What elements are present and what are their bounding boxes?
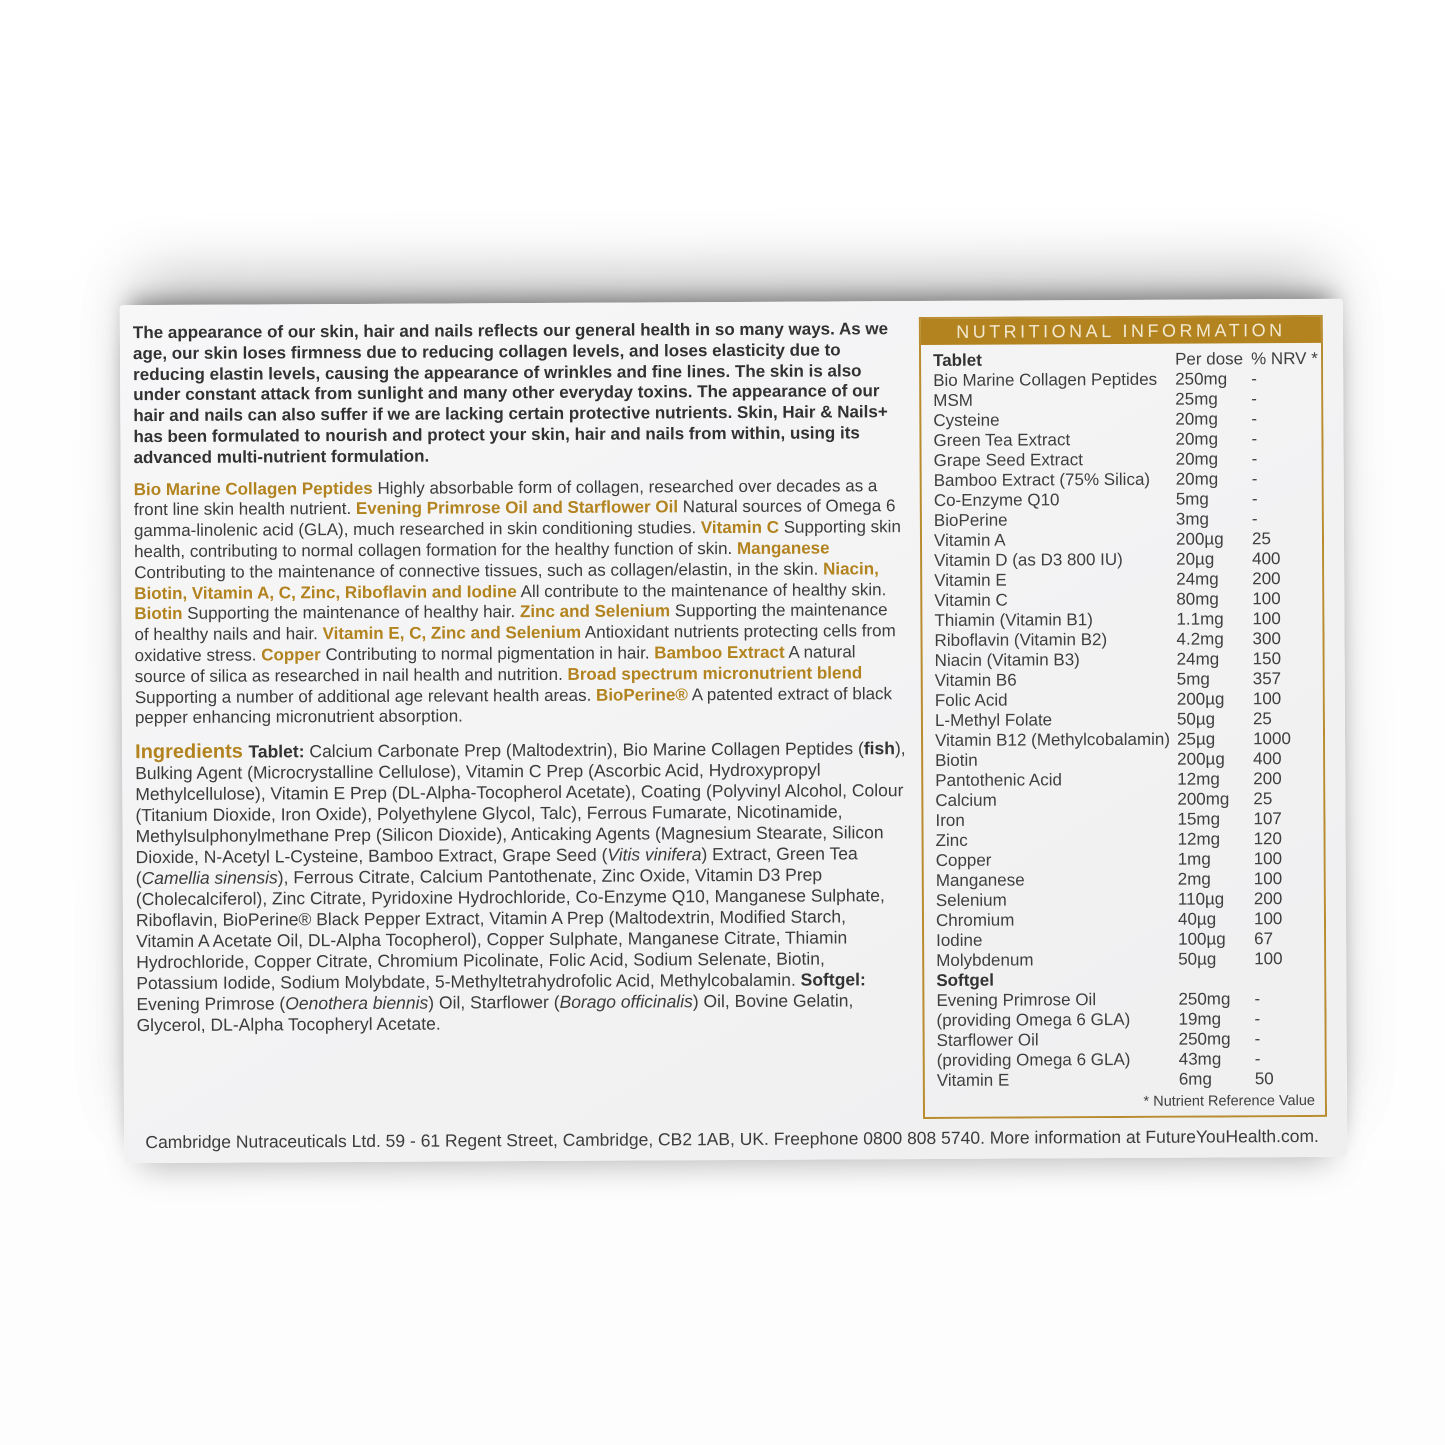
nrv-value: - [1254, 1009, 1261, 1029]
benefits-paragraph [134, 476, 907, 730]
nrv-value: 400 [1252, 549, 1281, 569]
nutrient-name: Vitamin C [934, 590, 1008, 610]
text-run: Supporting skin health, contributing to normal collagen formation for the healthy function of skin. [134, 517, 901, 562]
per-dose-value: 6mg [1178, 1069, 1212, 1089]
nutrient-name: Softgel [936, 970, 994, 990]
nutrient-name: Co-Enzyme Q10 [933, 490, 1060, 510]
per-dose-value: 40µg [1177, 909, 1217, 929]
per-dose-value: 3mg [1175, 509, 1210, 529]
per-dose-value: 200µg [1175, 529, 1224, 549]
left-column [133, 317, 909, 1123]
nrv-value: 300 [1252, 629, 1281, 649]
nutrient-name: Biotin [935, 750, 978, 770]
nutrient-name: Evening Primrose Oil [936, 990, 1097, 1010]
nutrient-name: Folic Acid [934, 690, 1008, 710]
table-row [936, 969, 1320, 991]
nutrient-name: Thiamin (Vitamin B1) [934, 610, 1093, 630]
per-dose-value: 1.1mg [1176, 609, 1224, 629]
text-run: Supporting a number of additional age relevant health areas. [134, 685, 597, 707]
table-row [934, 569, 1318, 591]
nrv-value: 120 [1253, 829, 1282, 849]
table-row [935, 729, 1319, 751]
nutrient-name: Iron [935, 810, 965, 830]
text-run: Calcium Carbonate Prep (Maltodextrin), Bio Marine Collagen Peptides ( [309, 738, 864, 762]
text-run: Evening Primrose ( [136, 993, 286, 1015]
text-run: Contributing to normal pigmentation in hair. [320, 643, 655, 665]
per-dose-value: 19mg [1178, 1009, 1222, 1029]
table-row [937, 1029, 1321, 1051]
nrv-value: 67 [1254, 929, 1274, 949]
text-run: ), Bulking Agent (Microcrystalline Cellulose), Vitamin C Prep (Ascorbic Acid, Hydroxypropyl Methylcellulose), Vitamin E Prep (DL-Alpha-Tocopherol Acetate), Coating (Polyvinyl Alcohol, Colour (Titanium Dioxide, Iron Oxide), Polyethylene Glycol, Talc), Ferrous Fumarate, Nicotinamide, Methylsulphonylmethane Prep (Silicon Dioxide), Anticaking Agents (Magnesium Stearate, Silicon Dioxide, N-Acetyl L-Cysteine, Bamboo Extract, Grape Seed ( [135, 738, 906, 868]
per-dose-value: 20mg [1175, 449, 1219, 469]
label-card [120, 299, 1347, 1163]
text-run: ), Ferrous Citrate, Calcium Pantothenate, Zinc Oxide, Vitamin D3 Prep (Cholecalciferol), Zinc Citrate, Pyridoxine Hydrochloride, Co-Enzyme Q10, Manganese Sulphate, Riboflavin, BioPerine® Black Pepper Extract, Vitamin A Prep (Maltodextrin, Modified Starch, Vitamin A Acetate Oil, DL-Alpha Tocopherol), Copper Sulphate, Manganese Citrate, Thiamin Hydrochloride, Copper Citrate, Chromium Picolinate, Folic Acid, Sodium Selenate, Biotin, Potassium Iodide, Sodium Molybdate, 5-Methyltetrahydrofolic Acid, Methylcobalamin. [135, 864, 885, 994]
nrv-value: 200 [1253, 769, 1282, 789]
nrv-value: - [1251, 489, 1258, 509]
nrv-value: 100 [1252, 589, 1281, 609]
per-dose-value: 2mg [1177, 869, 1211, 889]
nutrient-name: Vitamin D (as D3 800 IU) [934, 549, 1123, 570]
nrv-value: 1000 [1252, 729, 1291, 749]
per-dose-value: 25µg [1176, 729, 1216, 749]
nrv-value: - [1251, 449, 1258, 469]
per-dose-value: 50µg [1178, 949, 1217, 969]
highlighted-term: Manganese [736, 538, 830, 558]
table-row [936, 849, 1320, 871]
text-run: Oenothera biennis [285, 992, 429, 1014]
per-dose-value: 80mg [1176, 589, 1219, 609]
per-dose-value: 110µg [1177, 889, 1225, 909]
highlighted-term: Niacin, Biotin, Vitamin A, C, Zinc, Riboflavin and Iodine [134, 559, 879, 603]
nutrient-name: Bio Marine Collagen Peptides [933, 369, 1158, 390]
text-run: Highly absorbable form of collagen, researched over decades as a front line skin health nutrient. [133, 475, 878, 520]
nutrient-name: Niacin (Vitamin B3) [934, 650, 1080, 670]
table-row [936, 949, 1320, 971]
text-run: Supporting the maintenance of healthy nails and hair. [134, 600, 888, 645]
text-run: ) Oil, Bovine Gelatin, Glycerol, DL-Alpha Tocopheryl Acetate. [136, 990, 854, 1036]
nutrient-name: Bamboo Extract (75% Silica) [933, 469, 1151, 490]
nutrient-name: Pantothenic Acid [935, 770, 1062, 790]
nutrient-name: Chromium [935, 910, 1015, 930]
highlighted-term: Biotin [134, 604, 183, 624]
per-dose-value: 20mg [1175, 409, 1218, 429]
per-dose-value: 12mg [1177, 769, 1220, 789]
table-row [934, 489, 1318, 511]
nutrient-name: MSM [933, 390, 973, 410]
per-dose-value: 20µg [1176, 549, 1215, 569]
table-row [933, 369, 1317, 391]
table-row [934, 469, 1318, 491]
per-dose-value: 50µg [1176, 709, 1216, 729]
per-dose-value: 250mg [1175, 369, 1228, 389]
nutrient-name: Green Tea Extract [933, 430, 1071, 450]
text-run: ) Oil, Starflower ( [428, 992, 560, 1013]
nutrient-name: Vitamin E [934, 570, 1007, 590]
nrv-value: - [1254, 1049, 1261, 1069]
nutrient-name: Vitamin E [936, 1070, 1010, 1090]
nutrient-name: BioPerine [933, 510, 1008, 530]
text-run: fish [863, 738, 895, 759]
nrv-value: % NRV * [1251, 348, 1318, 369]
nutrient-name: Calcium [935, 790, 997, 810]
nrv-value: 107 [1253, 809, 1282, 829]
highlighted-term: Copper [261, 645, 321, 665]
text-run: A patented extract of black pepper enhancing micronutrient absorption. [134, 683, 893, 728]
per-dose-value: 200mg [1177, 789, 1230, 809]
nutrition-title: NUTRITIONAL INFORMATION [921, 317, 1321, 345]
table-row [934, 509, 1318, 531]
nrv-value: - [1254, 989, 1261, 1009]
label-content [133, 315, 1327, 1123]
table-row [935, 769, 1319, 791]
nrv-value [1254, 969, 1320, 989]
nrv-value: 100 [1252, 609, 1281, 629]
nrv-value: 25 [1252, 709, 1272, 729]
nutrient-name: Starflower Oil [936, 1030, 1039, 1050]
text-run: Tablet: [248, 741, 310, 762]
table-row [933, 389, 1317, 411]
nutrient-name: Grape Seed Extract [933, 450, 1083, 470]
nrv-value: - [1251, 369, 1257, 389]
nrv-value: - [1251, 389, 1257, 409]
table-row [934, 529, 1318, 551]
per-dose-value: 1mg [1177, 849, 1211, 869]
nrv-value: 357 [1252, 669, 1282, 689]
table-row [936, 889, 1320, 911]
nutrient-name: Manganese [935, 870, 1025, 890]
table-row [936, 909, 1320, 931]
highlighted-term: Bio Marine Collagen Peptides [133, 478, 373, 499]
text-run: Antioxidant nutrients protecting cells from oxidative stress. [134, 621, 896, 666]
company-address: Cambridge Nutraceuticals Ltd. 59 - 61 Regent Street, Cambridge, CB2 1AB, UK. Freephone 0800 808 5740. More information at FutureYouHealth.com. [145, 1125, 1319, 1153]
text-run: Supporting the maintenance of healthy hair. [182, 602, 520, 624]
nutrient-name: Selenium [935, 890, 1007, 910]
nrv-value: 400 [1253, 749, 1282, 769]
text-run: A natural source of silica as researched in nail health and nutrition. [134, 642, 856, 686]
per-dose-value: 250mg [1178, 989, 1231, 1009]
text-run: Softgel: [800, 969, 866, 990]
table-row [936, 1009, 1320, 1031]
nutrient-name: Iodine [936, 930, 983, 950]
table-row [936, 989, 1320, 1011]
nutrient-name: Vitamin B12 (Methylcobalamin) [935, 729, 1171, 750]
per-dose-value: 43mg [1178, 1049, 1222, 1069]
table-row [937, 1069, 1321, 1091]
table-row [933, 409, 1317, 431]
per-dose-value: 24mg [1176, 569, 1219, 589]
text-run: ) Extract, Green Tea ( [135, 843, 858, 889]
table-row [935, 749, 1319, 771]
per-dose-value [1178, 969, 1254, 989]
text-run: All contribute to the maintenance of healthy skin. [516, 579, 887, 601]
highlighted-term: Broad spectrum micronutrient blend [567, 663, 863, 684]
per-dose-value: 5mg [1175, 489, 1209, 509]
table-row [933, 429, 1317, 451]
table-row [933, 349, 1317, 371]
intro-paragraph: The appearance of our skin, hair and nails reflects our general health in so many ways. As we age, our skin loses firmness due to reducing collagen levels, and loses elasticity due to reducing elastin levels, causing the appearance of wrinkles and fine lines. The skin is also under constant attack from sunlight and many other everyday toxins. The appearance of our hair and nails can also suffer if we are lacking certain protective nutrients. Skin, Hair & Nails+ has been formulated to nourish and protect your skin, hair and nails from within, using its advanced multi-nutrient formulation. [132, 319, 889, 467]
table-row [937, 1049, 1321, 1071]
per-dose-value: 24mg [1176, 649, 1220, 669]
nrv-value: 100 [1253, 909, 1283, 929]
per-dose-value: 100µg [1178, 929, 1226, 949]
nutrient-name: Vitamin B6 [934, 670, 1017, 690]
nrv-value: 100 [1253, 849, 1283, 869]
table-row [934, 609, 1318, 631]
per-dose-value: 4.2mg [1176, 629, 1224, 649]
table-row [935, 649, 1319, 671]
nrv-value: 25 [1251, 529, 1271, 549]
table-row [934, 549, 1318, 571]
table-row [934, 629, 1318, 651]
nutrient-name: Riboflavin (Vitamin B2) [934, 630, 1108, 650]
per-dose-value: 25mg [1175, 389, 1218, 409]
nrv-value: 100 [1253, 869, 1283, 889]
per-dose-value: 12mg [1177, 829, 1221, 849]
highlighted-term: Bamboo Extract [654, 642, 785, 663]
nutrient-name: (providing Omega 6 GLA) [936, 1049, 1131, 1070]
nutrient-name: Tablet [933, 350, 982, 370]
nrv-value: 100 [1252, 689, 1282, 709]
nutrient-name: (providing Omega 6 GLA) [936, 1009, 1131, 1030]
per-dose-value: 20mg [1175, 469, 1219, 489]
table-row [936, 869, 1320, 891]
table-row [936, 929, 1320, 951]
nrv-value: - [1254, 1029, 1261, 1049]
nutrient-name: Zinc [935, 830, 968, 850]
table-row [936, 829, 1320, 851]
nrv-value: - [1251, 469, 1258, 489]
nrv-value: - [1251, 509, 1258, 529]
nrv-value: 50 [1254, 1069, 1274, 1089]
nrv-value: 25 [1253, 789, 1273, 809]
nrv-value: 200 [1253, 889, 1283, 909]
nrv-value: - [1251, 429, 1258, 449]
nrv-value: 150 [1252, 649, 1282, 669]
per-dose-value: 250mg [1178, 1029, 1231, 1049]
table-row [934, 449, 1318, 471]
per-dose-value: 5mg [1176, 669, 1210, 689]
table-row [935, 669, 1319, 691]
highlighted-term: Evening Primrose Oil and Starflower Oil [355, 497, 679, 519]
highlighted-term: Vitamin E, C, Zinc and Selenium [322, 622, 582, 644]
nutrition-footnote: * Nutrient Reference Value [1143, 1092, 1315, 1110]
text-run: Contributing to the maintenance of connective tissues, such as collagen/elastin, in the skin. [134, 559, 824, 582]
table-row [935, 809, 1319, 831]
nutrition-panel [919, 315, 1327, 1119]
table-row [935, 689, 1319, 711]
per-dose-value: 200µg [1177, 749, 1225, 769]
nutrient-name: L-Methyl Folate [934, 710, 1053, 730]
text-run: Camellia sinensis [141, 867, 278, 889]
nrv-value: 100 [1254, 949, 1283, 969]
nrv-value: 200 [1252, 569, 1281, 589]
highlighted-term: Ingredients [135, 740, 249, 764]
table-row [934, 589, 1318, 611]
nutrient-name: Copper [935, 850, 992, 870]
highlighted-term: Vitamin C [700, 517, 780, 538]
table-row [935, 709, 1319, 731]
ingredients-paragraph [135, 738, 909, 1036]
nutrient-name: Vitamin A [933, 530, 1006, 550]
per-dose-value: 200µg [1176, 689, 1225, 709]
text-run: Natural sources of Omega 6 gamma-linolenic acid (GLA), much researched in skin conditioning studies. [133, 496, 896, 541]
highlighted-term: BioPerine® [595, 684, 688, 705]
highlighted-term: Zinc and Selenium [519, 601, 671, 622]
per-dose-value: 20mg [1175, 429, 1219, 449]
text-run: Vitis vinifera [607, 844, 702, 865]
per-dose-value: 15mg [1177, 809, 1221, 829]
nutrient-name: Molybdenum [936, 950, 1034, 970]
nutrient-name: Cysteine [933, 410, 1000, 430]
text-run: Borago officinalis [559, 991, 693, 1013]
table-row [935, 789, 1319, 811]
per-dose-value: Per dose [1175, 349, 1244, 369]
nrv-value: - [1251, 409, 1258, 429]
nutrition-rows [921, 343, 1325, 1091]
